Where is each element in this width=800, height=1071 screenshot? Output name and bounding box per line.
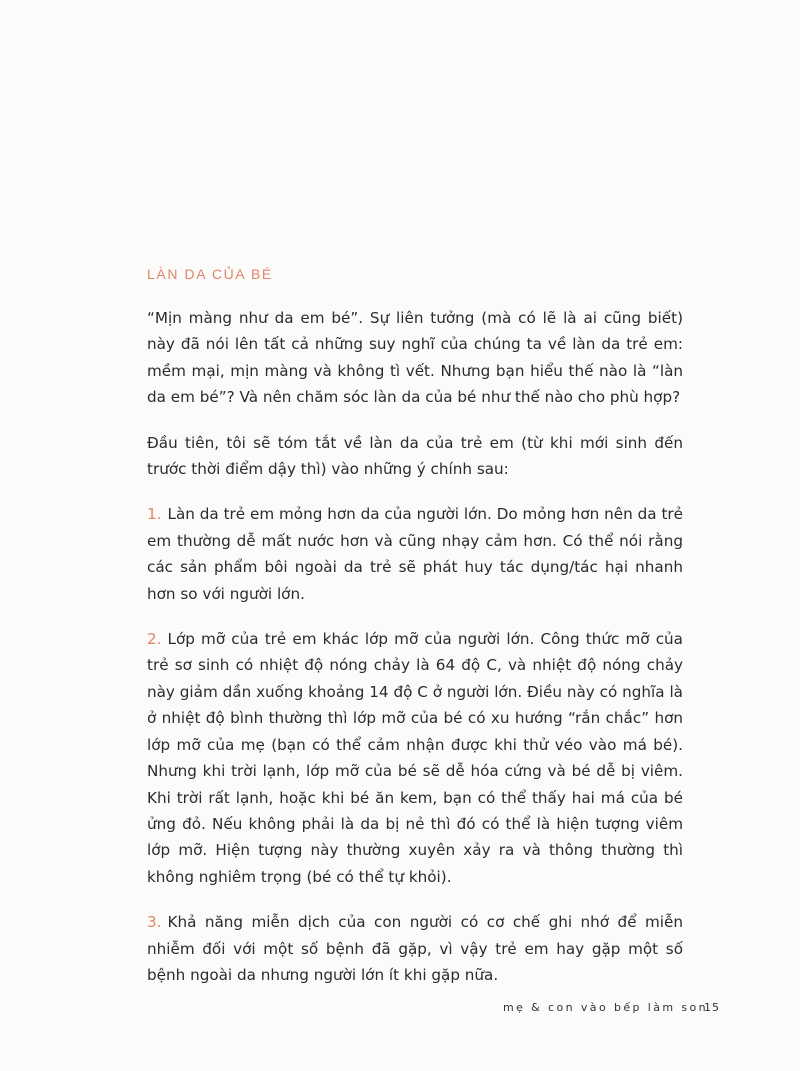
paragraph-intro: “Mịn màng như da em bé”. Sự liên tưởng (mà có lẽ là ai cũng biết) này đã nói lên tất cả những suy nghĩ của chúng ta về làn da trẻ em: mềm mại, mịn màng và không tì vết. Nhưng bạn hiểu thế nào là “làn da em bé”? Và nên chăm sóc làn da của bé như thế nào cho phù hợp? [147,309,683,407]
list-item-2 [147,626,683,890]
paragraph-summary: Đầu tiên, tôi sẽ tóm tắt về làn da của trẻ em (từ khi mới sinh đến trước thời điểm dậy thì) vào những ý chính sau: [147,433,683,479]
body-text [147,305,683,1007]
list-number: 1. [147,505,162,524]
list-text: Lớp mỡ của trẻ em khác lớp mỡ của người lớn. Công thức mỡ của trẻ sơ sinh có nhiệt độ nóng chảy là 64 độ C, và nhiệt độ nóng chảy này giảm dần xuống khoảng 14 độ C ở người lớn. Điều này có nghĩa là ở nhiệt độ bình thường thì lớp mỡ của bé có xu hướng “rắn chắc” hơn lớp mỡ của mẹ (bạn có thể cảm nhận được khi thử véo vào má bé). Nhưng khi trời lạnh, lớp mỡ của bé sẽ dễ hóa cứng và bé dễ bị viêm. Khi trời rất lạnh, hoặc khi bé ăn kem, bạn có thể thấy hai má của bé ửng đỏ. Nếu không phải là da bị nẻ thì đó có thể là hiện tượng viêm lớp mỡ. Hiện tượng này thường xuyên xảy ra và thông thường thì không nghiêm trọng (bé có thể tự khỏi). [147,630,683,886]
list-text: Khả năng miễn dịch của con người có cơ chế ghi nhớ để miễn nhiễm đối với một số bệnh đã gặp, vì vậy trẻ em hay gặp một số bệnh ngoài da nhưng người lớn ít khi gặp nữa. [147,913,683,984]
list-text: Làn da trẻ em mỏng hơn da của người lớn. Do mỏng hơn nên da trẻ em thường dễ mất nước hơn và cũng nhạy cảm hơn. Có thể nói rằng các sản phẩm bôi ngoài da trẻ sẽ phát huy tác dụng/tác hại nhanh hơn so với người lớn. [147,505,683,603]
list-number: 3. [147,913,162,932]
list-number: 2. [147,630,162,649]
section-title: LÀN DA CỦA BÉ [147,266,273,282]
list-item-1 [147,501,683,607]
footer-book-title: mẹ & con vào bếp làm son [503,1001,709,1014]
page-number: 15 [704,1001,720,1014]
list-item-3 [147,909,683,988]
